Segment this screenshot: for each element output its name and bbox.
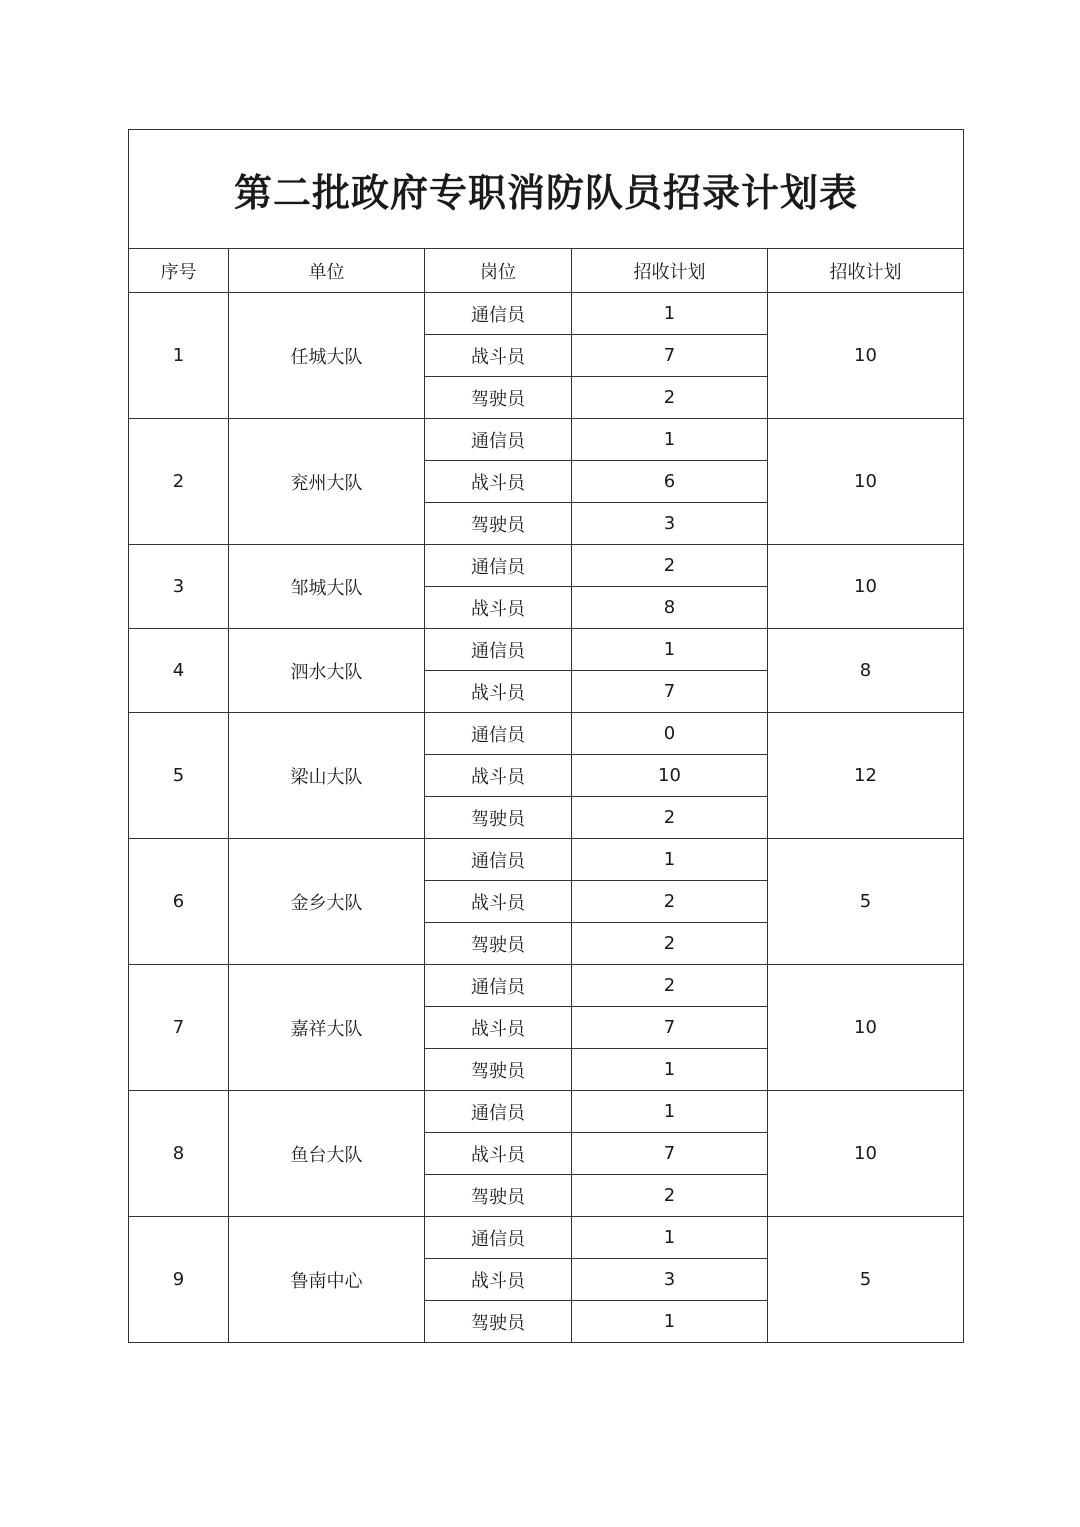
post-cell: 驾驶员 [425,503,572,545]
post-quota-cell: 7 [572,671,768,713]
unit-total-cell: 10 [768,545,964,629]
unit-total-cell: 10 [768,1091,964,1217]
post-cell: 驾驶员 [425,1301,572,1343]
post-quota-cell: 2 [572,923,768,965]
post-quota-cell: 6 [572,461,768,503]
unit-cell: 金乡大队 [229,839,425,965]
header-post: 岗位 [425,249,572,293]
post-quota-cell: 7 [572,1133,768,1175]
post-quota-cell: 2 [572,965,768,1007]
post-cell: 通信员 [425,419,572,461]
post-cell: 通信员 [425,839,572,881]
serial-number-cell: 1 [129,293,229,419]
header-post-quota: 招收计划 [572,249,768,293]
post-quota-cell: 2 [572,1175,768,1217]
post-quota-cell: 1 [572,629,768,671]
unit-cell: 嘉祥大队 [229,965,425,1091]
unit-total-cell: 8 [768,629,964,713]
table-row [129,629,964,671]
unit-cell: 鲁南中心 [229,1217,425,1343]
header-unit-total: 招收计划 [768,249,964,293]
serial-number-cell: 4 [129,629,229,713]
post-cell: 战斗员 [425,1133,572,1175]
unit-cell: 泗水大队 [229,629,425,713]
table-body [129,293,964,1343]
serial-number-cell: 9 [129,1217,229,1343]
unit-total-cell: 10 [768,419,964,545]
post-quota-cell: 7 [572,1007,768,1049]
post-cell: 驾驶员 [425,1175,572,1217]
post-quota-cell: 2 [572,797,768,839]
unit-cell: 任城大队 [229,293,425,419]
post-quota-cell: 1 [572,1301,768,1343]
table-row [129,419,964,461]
post-cell: 通信员 [425,965,572,1007]
header-row [129,249,964,293]
table-row [129,1217,964,1259]
unit-cell: 兖州大队 [229,419,425,545]
post-cell: 通信员 [425,629,572,671]
post-cell: 驾驶员 [425,797,572,839]
post-quota-cell: 3 [572,1259,768,1301]
unit-total-cell: 10 [768,293,964,419]
table-row [129,839,964,881]
post-cell: 战斗员 [425,755,572,797]
table-row [129,293,964,335]
unit-cell: 梁山大队 [229,713,425,839]
post-quota-cell: 2 [572,545,768,587]
header-unit: 单位 [229,249,425,293]
post-quota-cell: 2 [572,377,768,419]
post-quota-cell: 1 [572,293,768,335]
unit-total-cell: 5 [768,839,964,965]
post-quota-cell: 1 [572,839,768,881]
post-quota-cell: 1 [572,1091,768,1133]
unit-total-cell: 5 [768,1217,964,1343]
post-quota-cell: 0 [572,713,768,755]
post-cell: 战斗员 [425,671,572,713]
post-quota-cell: 10 [572,755,768,797]
unit-total-cell: 10 [768,965,964,1091]
unit-cell: 邹城大队 [229,545,425,629]
post-cell: 通信员 [425,1091,572,1133]
serial-number-cell: 2 [129,419,229,545]
title-row [129,130,964,249]
unit-total-cell: 12 [768,713,964,839]
post-quota-cell: 1 [572,419,768,461]
table-row [129,713,964,755]
post-cell: 战斗员 [425,881,572,923]
post-quota-cell: 7 [572,335,768,377]
post-cell: 战斗员 [425,1007,572,1049]
post-cell: 通信员 [425,1217,572,1259]
serial-number-cell: 3 [129,545,229,629]
post-cell: 驾驶员 [425,1049,572,1091]
post-cell: 战斗员 [425,335,572,377]
recruitment-plan-table [128,129,964,1343]
post-quota-cell: 1 [572,1217,768,1259]
post-cell: 通信员 [425,293,572,335]
serial-number-cell: 6 [129,839,229,965]
post-quota-cell: 1 [572,1049,768,1091]
post-cell: 通信员 [425,713,572,755]
post-cell: 战斗员 [425,461,572,503]
serial-number-cell: 8 [129,1091,229,1217]
table-title: 第二批政府专职消防队员招录计划表 [129,130,964,249]
serial-number-cell: 5 [129,713,229,839]
header-serial-number: 序号 [129,249,229,293]
post-cell: 战斗员 [425,587,572,629]
unit-cell: 鱼台大队 [229,1091,425,1217]
table-row [129,545,964,587]
serial-number-cell: 7 [129,965,229,1091]
table-row [129,965,964,1007]
post-cell: 通信员 [425,545,572,587]
post-cell: 驾驶员 [425,923,572,965]
post-quota-cell: 3 [572,503,768,545]
post-cell: 驾驶员 [425,377,572,419]
table-row [129,1091,964,1133]
post-cell: 战斗员 [425,1259,572,1301]
post-quota-cell: 8 [572,587,768,629]
post-quota-cell: 2 [572,881,768,923]
